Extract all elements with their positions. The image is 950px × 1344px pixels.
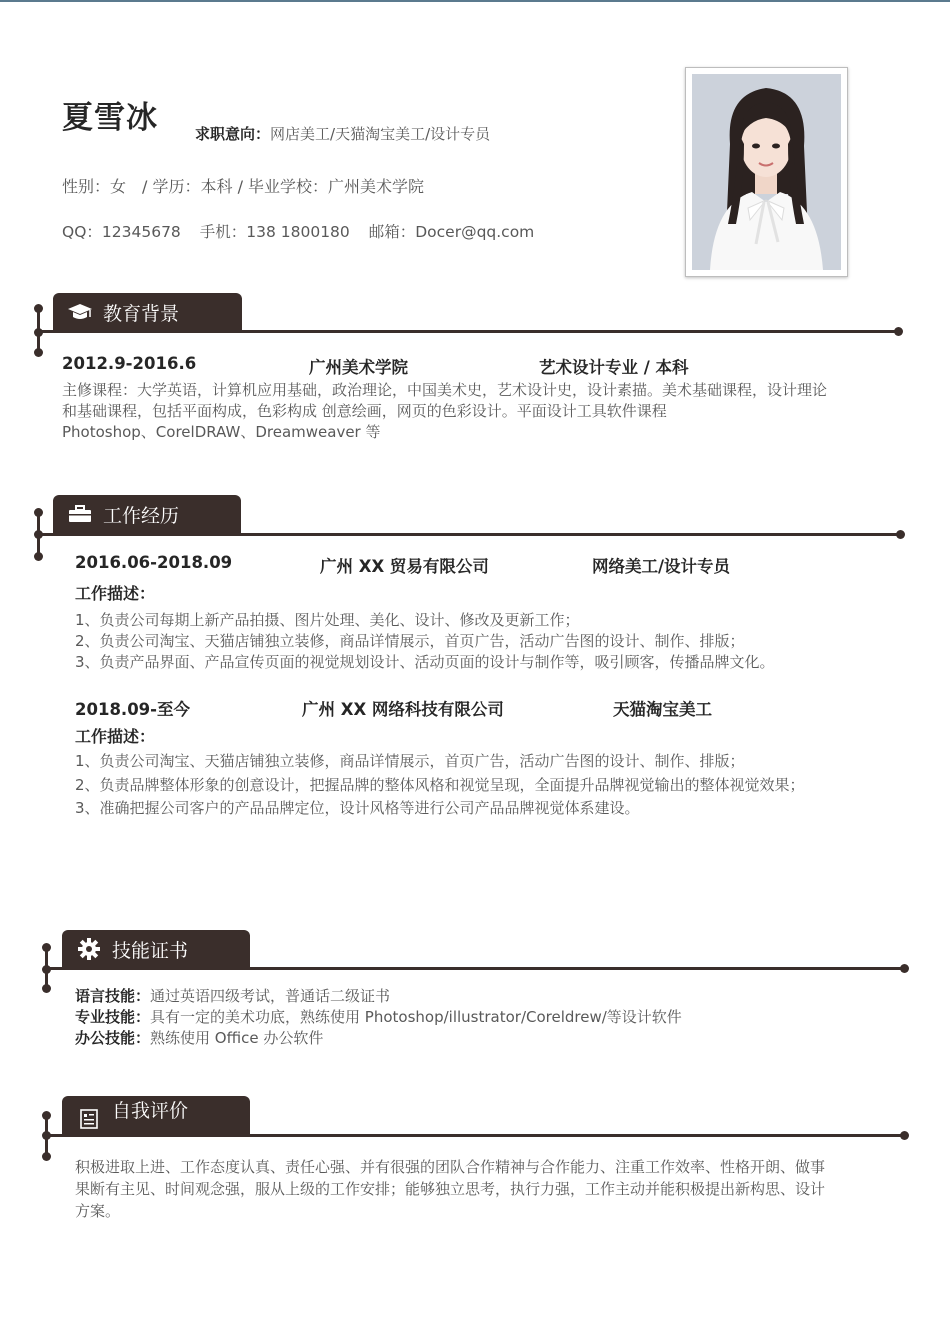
rule-end-dot [894, 327, 903, 336]
education-major: 艺术设计专业 / 本科 [539, 358, 689, 377]
section-rule [45, 1134, 905, 1137]
job-period: 2018.09-至今 [75, 700, 191, 719]
graduation-cap-icon [67, 301, 93, 323]
self-eval-line: 方案。 [75, 1202, 121, 1220]
education-school: 广州美术学院 [309, 358, 408, 377]
bracket-dot-bottom [34, 348, 43, 357]
job-intent-value: 网店美工/天猫淘宝美工/设计专员 [270, 125, 491, 143]
bracket-dot-top [34, 508, 43, 517]
education-courses [62, 380, 892, 443]
job-desc-item: 2、负责品牌整体形象的创意设计，把握品牌的整体风格和视觉呈现，全面提升品牌视觉输出的整体视觉效果； [75, 776, 805, 794]
bracket-dot-bottom [42, 984, 51, 993]
bracket-dot-top [34, 304, 43, 313]
rule-end-dot [900, 1131, 909, 1140]
bracket-dot-top [42, 1111, 51, 1120]
qq-number: QQ：12345678 [62, 223, 181, 241]
job-desc-item: 1、负责公司每期上新产品拍摄、图片处理、美化、设计、修改及更新工作； [75, 611, 580, 629]
education-period: 2012.9-2016.6 [62, 354, 197, 373]
briefcase-icon [67, 503, 93, 525]
portrait-illustration [692, 74, 841, 270]
education-tab [53, 293, 242, 331]
self-eval-line: 果断有主见、时间观念强，服从上级的工作安排；能够独立思考，执行力强，工作主动并能积极提出新构思、设计 [75, 1180, 826, 1198]
phone-number: 手机：138 1800180 [199, 223, 350, 241]
course-line: 主修课程：大学英语，计算机应用基础，政治理论，中国美术史，艺术设计史，设计素描。美术基础课程，设计理论 [62, 381, 828, 399]
job-desc-label: 工作描述： [75, 584, 156, 603]
skill-label: 办公技能： [75, 1029, 151, 1047]
job-company: 广州 XX 贸易有限公司 [320, 557, 489, 576]
section-rule [45, 967, 905, 970]
notebook-icon [76, 1108, 102, 1130]
skills-section-header [0, 929, 950, 989]
self-eval-tab [62, 1096, 250, 1134]
work-tab [53, 495, 241, 533]
top-border [0, 0, 950, 2]
bracket-dot-top [42, 943, 51, 952]
job-desc-label: 工作描述： [75, 727, 156, 746]
basic-info: 性别：女 / 学历：本科 / 毕业学校：广州美术学院 [62, 177, 425, 196]
education-section-header [0, 292, 950, 352]
contact-info [62, 220, 548, 242]
candidate-name: 夏雪冰 [62, 100, 158, 136]
profile-photo-frame [685, 67, 848, 277]
skills-tab [62, 930, 250, 968]
skill-label: 语言技能： [75, 987, 151, 1005]
self-eval-text [75, 1156, 895, 1222]
job-period: 2016.06-2018.09 [75, 553, 233, 572]
self-eval-section-header [0, 1095, 950, 1155]
job-desc-item: 1、负责公司淘宝、天猫店铺独立装修，商品详情展示，首页广告，活动广告图的设计、制作、排版； [75, 752, 745, 770]
bracket-dot-bottom [42, 1152, 51, 1161]
skill-row [75, 1006, 682, 1027]
rule-end-dot [900, 964, 909, 973]
job-desc-item: 3、负责产品界面、产品宣传页面的视觉规划设计、活动页面的设计与制作等，吸引顾客，传播品牌文化。 [75, 653, 775, 671]
bracket-dot-bottom [34, 552, 43, 561]
job-company: 广州 XX 网络科技有限公司 [302, 700, 504, 719]
job-intent [195, 123, 490, 144]
work-section-header [0, 494, 950, 554]
self-eval-line: 积极进取上进、工作态度认真、责任心强、并有很强的团队合作精神与合作能力、注重工作效率、性格开朗、做事 [75, 1158, 826, 1176]
job-desc-item: 2、负责公司淘宝、天猫店铺独立装修，商品详情展示，首页广告，活动广告图的设计、制作、排版； [75, 632, 745, 650]
rule-end-dot [896, 530, 905, 539]
section-rule [37, 533, 901, 536]
self-eval-title: 自我评价 [112, 1100, 189, 1122]
course-line: Photoshop、CorelDRAW、Dreamweaver 等 [62, 423, 381, 441]
skill-row [75, 1027, 323, 1048]
skill-label: 专业技能： [75, 1008, 151, 1026]
job-desc-item: 3、准确把握公司客户的产品品牌定位，设计风格等进行公司产品品牌视觉体系建设。 [75, 799, 640, 817]
skills-title: 技能证书 [112, 939, 189, 962]
email-address: 邮箱：Docer@qq.com [368, 223, 535, 241]
work-title: 工作经历 [103, 504, 180, 527]
profile-photo [692, 74, 841, 270]
section-rule [37, 330, 899, 333]
education-title: 教育背景 [103, 302, 180, 325]
skill-value: 具有一定的美术功底，熟练使用 Photoshop/illustrator/Coreldrew/等设计软件 [150, 1008, 682, 1026]
job-intent-label: 求职意向： [195, 125, 271, 143]
skill-value: 熟练使用 Office 办公软件 [150, 1029, 324, 1047]
job-position: 天猫淘宝美工 [613, 700, 712, 719]
gear-icon [76, 938, 102, 960]
skill-value: 通过英语四级考试，普通话二级证书 [150, 987, 391, 1005]
course-line: 和基础课程，包括平面构成，色彩构成 创意绘画，网页的色彩设计。平面设计工具软件课程 [62, 402, 667, 420]
job-position: 网络美工/设计专员 [592, 557, 731, 576]
skill-row [75, 985, 390, 1006]
